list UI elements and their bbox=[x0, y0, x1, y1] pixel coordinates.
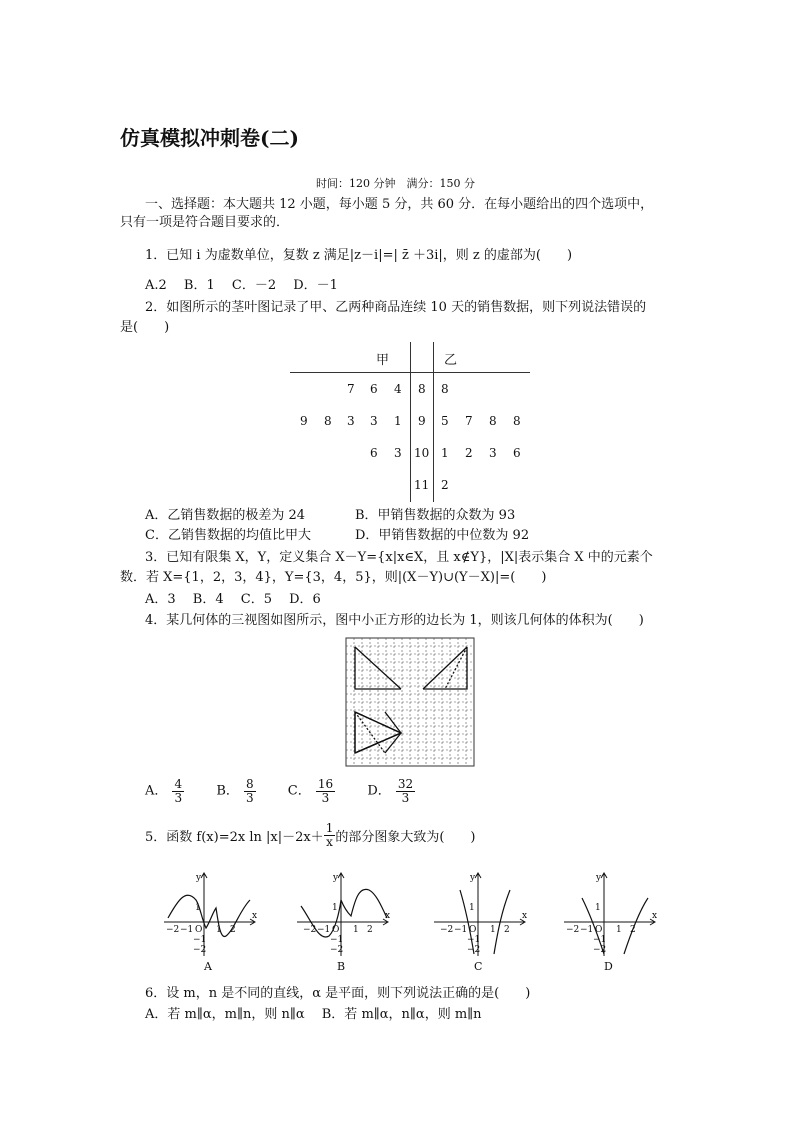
tick-x-label: −2 bbox=[166, 925, 180, 935]
tick-x-label: −1 bbox=[580, 925, 594, 935]
plot-right-rule bbox=[433, 342, 434, 502]
graph-option-label: D bbox=[604, 960, 613, 973]
axis-x-label: x bbox=[252, 911, 258, 921]
section-intro-line1: 一、选择题：本大题共 12 小题，每小题 5 分，共 60 分．在每小题给出的四个选项中， bbox=[145, 197, 654, 212]
origin-label: O bbox=[469, 925, 477, 935]
tick-y-label: −2 bbox=[467, 945, 481, 955]
tick-y-label: −2 bbox=[593, 945, 607, 955]
leaf-left: 3 bbox=[347, 414, 355, 428]
graph-option-label: A bbox=[204, 960, 212, 973]
stem-value: 8 bbox=[418, 382, 426, 396]
q4-option-label: C． bbox=[287, 783, 311, 799]
graph-b bbox=[293, 870, 393, 975]
q2-option-b: B．甲销售数据的众数为 93 bbox=[355, 508, 516, 523]
q4-option-label: B． bbox=[216, 783, 239, 799]
section-intro-line2: 只有一项是符合题目要求的． bbox=[120, 215, 290, 230]
axis-y-label: y bbox=[470, 873, 476, 883]
leaf-right: 7 bbox=[465, 414, 473, 428]
stem-value: 11 bbox=[414, 478, 430, 492]
q2-stem-line2: 是( ) bbox=[120, 320, 170, 335]
q5-fraction: $\frac{1}{x}$ bbox=[325, 821, 334, 849]
leaf-right: 8 bbox=[489, 414, 497, 428]
tick-x-label: 2 bbox=[367, 925, 373, 935]
tick-x-label: −1 bbox=[180, 925, 194, 935]
origin-label: O bbox=[195, 925, 203, 935]
tick-x-label: 1 bbox=[353, 925, 359, 935]
tick-x-label: −1 bbox=[454, 925, 468, 935]
axis-x-label: x bbox=[385, 911, 391, 921]
leaf-right: 5 bbox=[441, 414, 449, 428]
leaf-left: 7 bbox=[347, 382, 355, 396]
leaf-right: 1 bbox=[441, 446, 449, 460]
axis-y-label: y bbox=[333, 873, 339, 883]
tick-y-label: 1 bbox=[595, 903, 601, 913]
tick-x-label: −2 bbox=[440, 925, 454, 935]
q3-stem-line1: 3．已知有限集 X，Y，定义集合 X－Y={x|x∈X，且 x∉Y}，|X|表示集合 X 中的元素个 bbox=[145, 550, 653, 565]
tick-y-label: −2 bbox=[193, 945, 207, 955]
leaf-left: 3 bbox=[370, 414, 378, 428]
leaf-right: 2 bbox=[441, 478, 449, 492]
q4-options bbox=[145, 778, 415, 805]
leaf-right: 8 bbox=[513, 414, 521, 428]
q5-stem: 5．函数 f(x)=2x ln |x|－2x＋ $\frac{1}{x}$ 的部分图象大致为( ) bbox=[145, 821, 476, 849]
axis-y-label: y bbox=[596, 873, 602, 883]
origin-label: O bbox=[595, 925, 603, 935]
leaf-left: 1 bbox=[394, 414, 402, 428]
axis-x-label: x bbox=[522, 911, 528, 921]
q6-stem: 6．设 m，n 是不同的直线，α 是平面，则下列说法正确的是( ) bbox=[145, 986, 531, 1001]
stem-value: 9 bbox=[418, 414, 426, 428]
tick-x-label: 2 bbox=[230, 925, 236, 935]
leaf-left: 4 bbox=[394, 382, 402, 396]
tick-y-label: 1 bbox=[469, 903, 475, 913]
leaf-left: 6 bbox=[370, 382, 378, 396]
leaf-left: 8 bbox=[324, 414, 332, 428]
leaf-left: 6 bbox=[370, 446, 378, 460]
tick-x-label: 1 bbox=[490, 925, 496, 935]
tick-y-label: −1 bbox=[330, 935, 344, 945]
tick-x-label: 1 bbox=[616, 925, 622, 935]
stem-value: 10 bbox=[414, 446, 430, 460]
tick-y-label: −2 bbox=[330, 945, 344, 955]
graph-a bbox=[160, 870, 260, 975]
q2-option-c: C．乙销售数据的均值比甲大 bbox=[145, 528, 311, 543]
q1-options: A.2 B．1 C．－2 D．－1 bbox=[145, 278, 338, 293]
stem-leaf-plot bbox=[290, 342, 532, 502]
q4-option-label: A． bbox=[145, 783, 168, 799]
tick-y-label: 1 bbox=[332, 903, 338, 913]
leaf-left: 9 bbox=[300, 414, 308, 428]
tick-y-label: −1 bbox=[467, 935, 481, 945]
q4-option-a-fraction: $\frac{4}{3}$ bbox=[174, 777, 183, 805]
q4-option-d-fraction: $\frac{32}{3}$ bbox=[397, 777, 414, 805]
tick-x-label: 2 bbox=[630, 925, 636, 935]
leaf-left: 3 bbox=[394, 446, 402, 460]
graph-d bbox=[560, 870, 660, 975]
q2-stem-line1: 2．如图所示的茎叶图记录了甲、乙两种商品连续 10 天的销售数据，则下列说法错误的 bbox=[145, 300, 647, 315]
graph-c bbox=[430, 870, 530, 975]
q2-option-a: A．乙销售数据的极差为 24 bbox=[145, 508, 306, 523]
origin-label: O bbox=[332, 925, 340, 935]
leaf-right: 3 bbox=[489, 446, 497, 460]
tick-x-label: 2 bbox=[504, 925, 510, 935]
q2-option-d: D．甲销售数据的中位数为 92 bbox=[355, 528, 530, 543]
plot-head-right: 乙 bbox=[444, 353, 458, 368]
axis-y-label: y bbox=[196, 873, 202, 883]
graph-option-label: B bbox=[337, 960, 346, 973]
q1-stem: 1．已知 i 为虚数单位，复数 z 满足|z－i|=| z̄ ＋3i|，则 z 的虚部为( ) bbox=[145, 248, 573, 263]
q4-option-c-fraction: $\frac{16}{3}$ bbox=[317, 777, 334, 805]
tick-x-label: 1 bbox=[216, 925, 222, 935]
axis-x-label: x bbox=[652, 911, 658, 921]
tick-x-label: −2 bbox=[566, 925, 580, 935]
tick-y-label: −1 bbox=[193, 935, 207, 945]
three-view-diagram bbox=[345, 637, 475, 767]
tick-x-label: −1 bbox=[317, 925, 331, 935]
plot-head-left: 甲 bbox=[376, 353, 390, 368]
tick-x-label: −2 bbox=[303, 925, 317, 935]
tick-y-label: 1 bbox=[195, 903, 201, 913]
q3-options: A．3 B．4 C．5 D．6 bbox=[145, 592, 321, 607]
time-info: 时间：120 分钟 满分：150 分 bbox=[316, 177, 475, 190]
graph-option-label: C bbox=[474, 960, 483, 973]
q4-option-b-fraction: $\frac{8}{3}$ bbox=[245, 777, 254, 805]
leaf-right: 6 bbox=[513, 446, 521, 460]
q6-options: A．若 m∥α，m∥n，则 n∥α B．若 m∥α，n∥α，则 m∥n bbox=[145, 1007, 482, 1022]
page-title: 仿真模拟冲刺卷(二) bbox=[120, 126, 299, 150]
leaf-right: 8 bbox=[441, 382, 449, 396]
plot-left-rule bbox=[410, 342, 411, 502]
q4-stem: 4．某几何体的三视图如图所示，图中小正方形的边长为 1，则该几何体的体积为( ) bbox=[145, 613, 644, 628]
q3-stem-line2: 数．若 X={1，2，3，4}，Y={3，4，5}，则|(X－Y)∪(Y－X)|=( ) bbox=[120, 570, 547, 585]
q4-option-label: D． bbox=[367, 783, 391, 799]
tick-y-label: −1 bbox=[593, 935, 607, 945]
leaf-right: 2 bbox=[465, 446, 473, 460]
q5-graphs bbox=[160, 870, 660, 980]
